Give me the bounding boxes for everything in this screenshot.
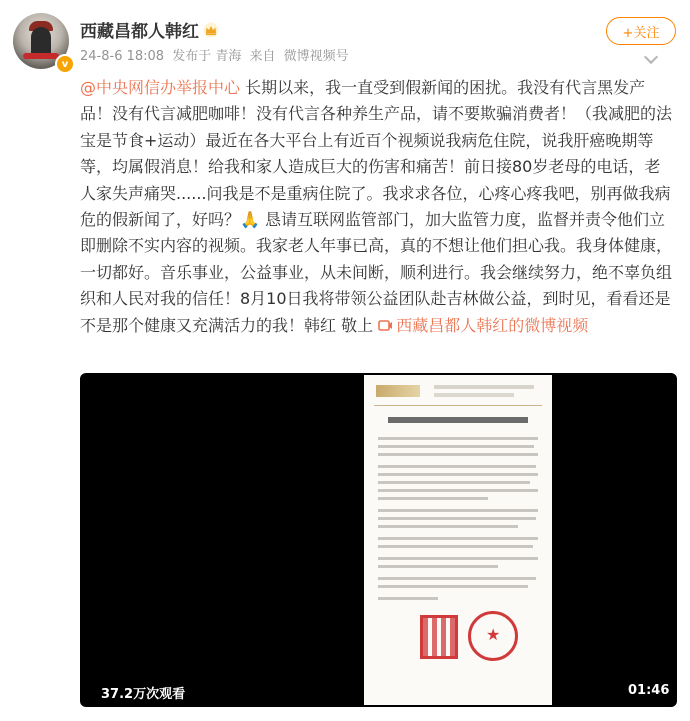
video-view-count: 37.2万次观看 <box>101 687 186 702</box>
post-timestamp[interactable]: 24-8-6 18:08 <box>80 49 165 64</box>
video-link-text: 西藏昌都人韩红的微博视频 <box>396 315 589 335</box>
document-text-line <box>378 489 538 492</box>
chevron-down-icon[interactable] <box>644 50 658 64</box>
document-text-line <box>378 545 533 548</box>
post-header <box>80 17 219 42</box>
video-frame-document <box>364 375 552 705</box>
video-link[interactable] <box>378 316 588 335</box>
document-header-line <box>434 385 534 389</box>
document-text-line <box>378 597 438 600</box>
document-text-line <box>378 565 498 568</box>
document-text-line <box>378 453 538 456</box>
post-location: 发布于 青海 <box>172 49 242 64</box>
avatar-stripe-shape <box>23 53 59 59</box>
video-link-icon <box>378 319 393 332</box>
post-body <box>80 75 676 339</box>
crown-icon <box>203 22 219 38</box>
mention-link[interactable]: @中央网信办举报中心 <box>80 78 241 97</box>
document-seal-stamp <box>420 615 458 659</box>
post-source[interactable]: 微博视频号 <box>283 49 349 64</box>
document-text-line <box>378 557 538 560</box>
document-logo <box>376 385 420 397</box>
document-round-seal <box>468 611 518 661</box>
follow-button[interactable] <box>606 17 676 45</box>
post-source-prefix: 来自 <box>249 49 276 64</box>
document-title-bar <box>388 417 528 423</box>
document-text-line <box>378 509 538 512</box>
follow-button-label: +关注 <box>622 25 660 41</box>
document-text-line <box>378 445 534 448</box>
document-text-line <box>378 585 528 588</box>
document-text-line <box>378 517 536 520</box>
document-text-line <box>378 577 536 580</box>
document-text-line <box>378 437 538 440</box>
username[interactable]: 西藏昌都人韩红 <box>80 22 199 42</box>
document-text-line <box>378 481 530 484</box>
document-header-line <box>434 393 514 397</box>
star-icon: ★ <box>486 625 501 644</box>
post-meta <box>80 45 353 64</box>
video-duration: 01:46 <box>628 683 670 698</box>
post-text: 长期以来，我一直受到假新闻的困扰。我没有代言黑发产品！没有代言减肥咖啡！没有代言各种养生产品，请不要欺骗消费者！（我减肥的法宝是节食+运动）最近在各大平台上有近百个视频说我病危住院，说我肝癌晚期等等，均属假消息！给我和家人造成巨大的伤害和痛苦！前日接80岁老母的电话，老人家失声痛哭......问我是不是重病住院了。我求求各位，心疼心疼我吧，别再做我病危的假新闻了，好吗？🙏 恳请互联网监管部门，加大监管力度，监督并责令他们立即删除不实内容的视频。我家老人年事已高，真的不想让他们担心我。我身体健康，一切都好。音乐事业，公益事业，从未间断，顺利进行。我会继续努力，绝不辜负组织和人民对我的信任！8月10日我将带领公益团队赴吉林做公益，到时见，看看还是不是那个健康又充满活力的我！韩红 敬上 <box>80 78 673 335</box>
document-text-line <box>378 497 488 500</box>
document-text-line <box>378 537 538 540</box>
document-text-line <box>378 473 538 476</box>
video-player[interactable] <box>80 373 677 707</box>
verified-badge-icon: v <box>55 54 75 74</box>
document-text-line <box>378 525 518 528</box>
document-rule <box>374 405 542 406</box>
document-text-line <box>378 465 536 468</box>
